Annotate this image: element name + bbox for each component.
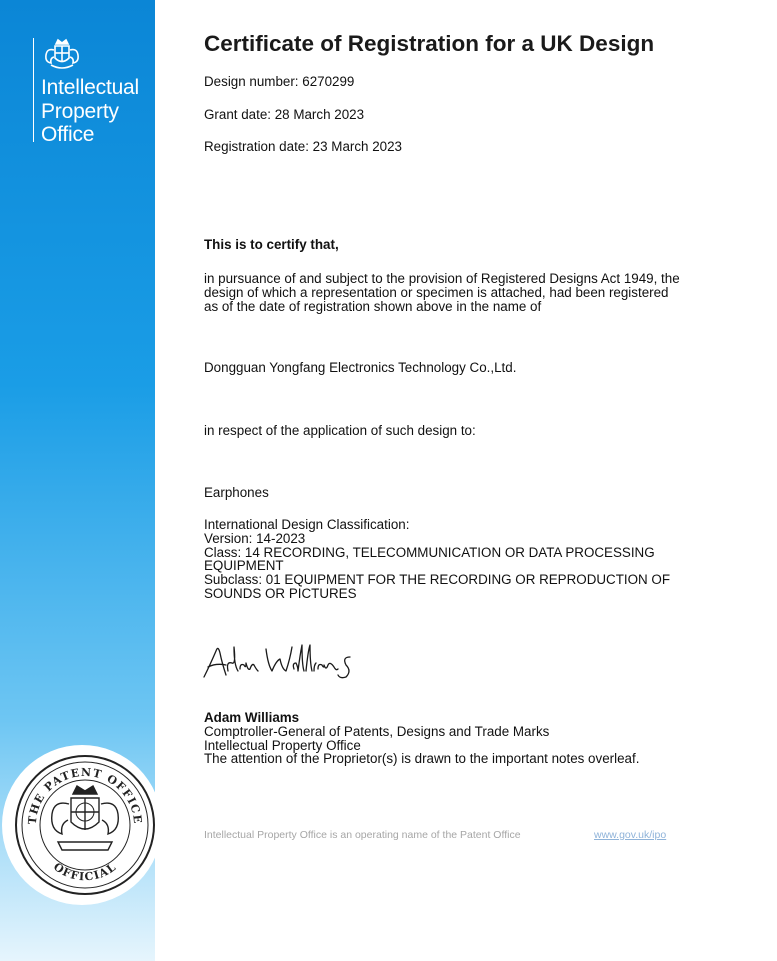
ipo-website-link[interactable]: www.gov.uk/ipo [594, 829, 667, 841]
logo-line-2: Property [41, 99, 119, 123]
pursuance-line-1: in pursuance of and subject to the provision of Registered Designs Act 1949, the [204, 271, 680, 286]
seal-bottom-text: OFFICIAL [50, 860, 119, 884]
classification-line-2: Version: 14-2023 [204, 530, 306, 546]
pursuance-line-3: as of the date of registration shown above in the name of [204, 298, 542, 314]
proprietor-name: Dongguan Yongfang Electronics Technology Co.,Ltd. [204, 360, 517, 375]
grant-date: Grant date: 28 March 2023 [204, 107, 365, 122]
attention-note: The attention of the Proprietor(s) is drawn to the important notes overleaf. [204, 751, 640, 767]
patent-office-seal-icon [14, 754, 156, 896]
logo-line-1: Intellectual [41, 76, 139, 99]
classification-line-3: Class: 14 RECORDING, TELECOMMUNICATION OR DATA PROCESSING [204, 544, 655, 560]
logo-line-3: Office [41, 123, 95, 146]
certify-heading: This is to certify that, [204, 237, 339, 252]
pursuance-line-2: design of which a representation or specimen is attached, had been registered [204, 284, 669, 300]
respect-text: in respect of the application of such design to: [204, 423, 476, 438]
classification-block [204, 518, 724, 601]
product-name: Earphones [204, 485, 269, 500]
logo-divider [33, 38, 34, 142]
seal-top-text: THE PATENT OFFICE [25, 765, 145, 825]
signatory-name: Adam Williams [204, 710, 300, 725]
handwritten-signature [200, 635, 365, 685]
signatory-block [204, 711, 724, 766]
classification-line-4: EQUIPMENT [204, 558, 284, 574]
royal-crest-icon [42, 38, 82, 74]
classification-line-1: International Design Classification: [204, 517, 410, 532]
ipo-logo-text [41, 76, 139, 147]
pursuance-paragraph [204, 272, 724, 313]
design-number: Design number: 6270299 [204, 74, 355, 89]
classification-line-6: SOUNDS OR PICTURES [204, 585, 357, 601]
footer-note: Intellectual Property Office is an operating name of the Patent Office [204, 829, 521, 841]
signatory-title: Comptroller-General of Patents, Designs and Trade Marks [204, 723, 550, 739]
signatory-office: Intellectual Property Office [204, 737, 361, 753]
classification-line-5: Subclass: 01 EQUIPMENT FOR THE RECORDING OR REPRODUCTION OF [204, 572, 671, 588]
certificate-title: Certificate of Registration for a UK Design [204, 31, 655, 56]
registration-date: Registration date: 23 March 2023 [204, 139, 403, 154]
